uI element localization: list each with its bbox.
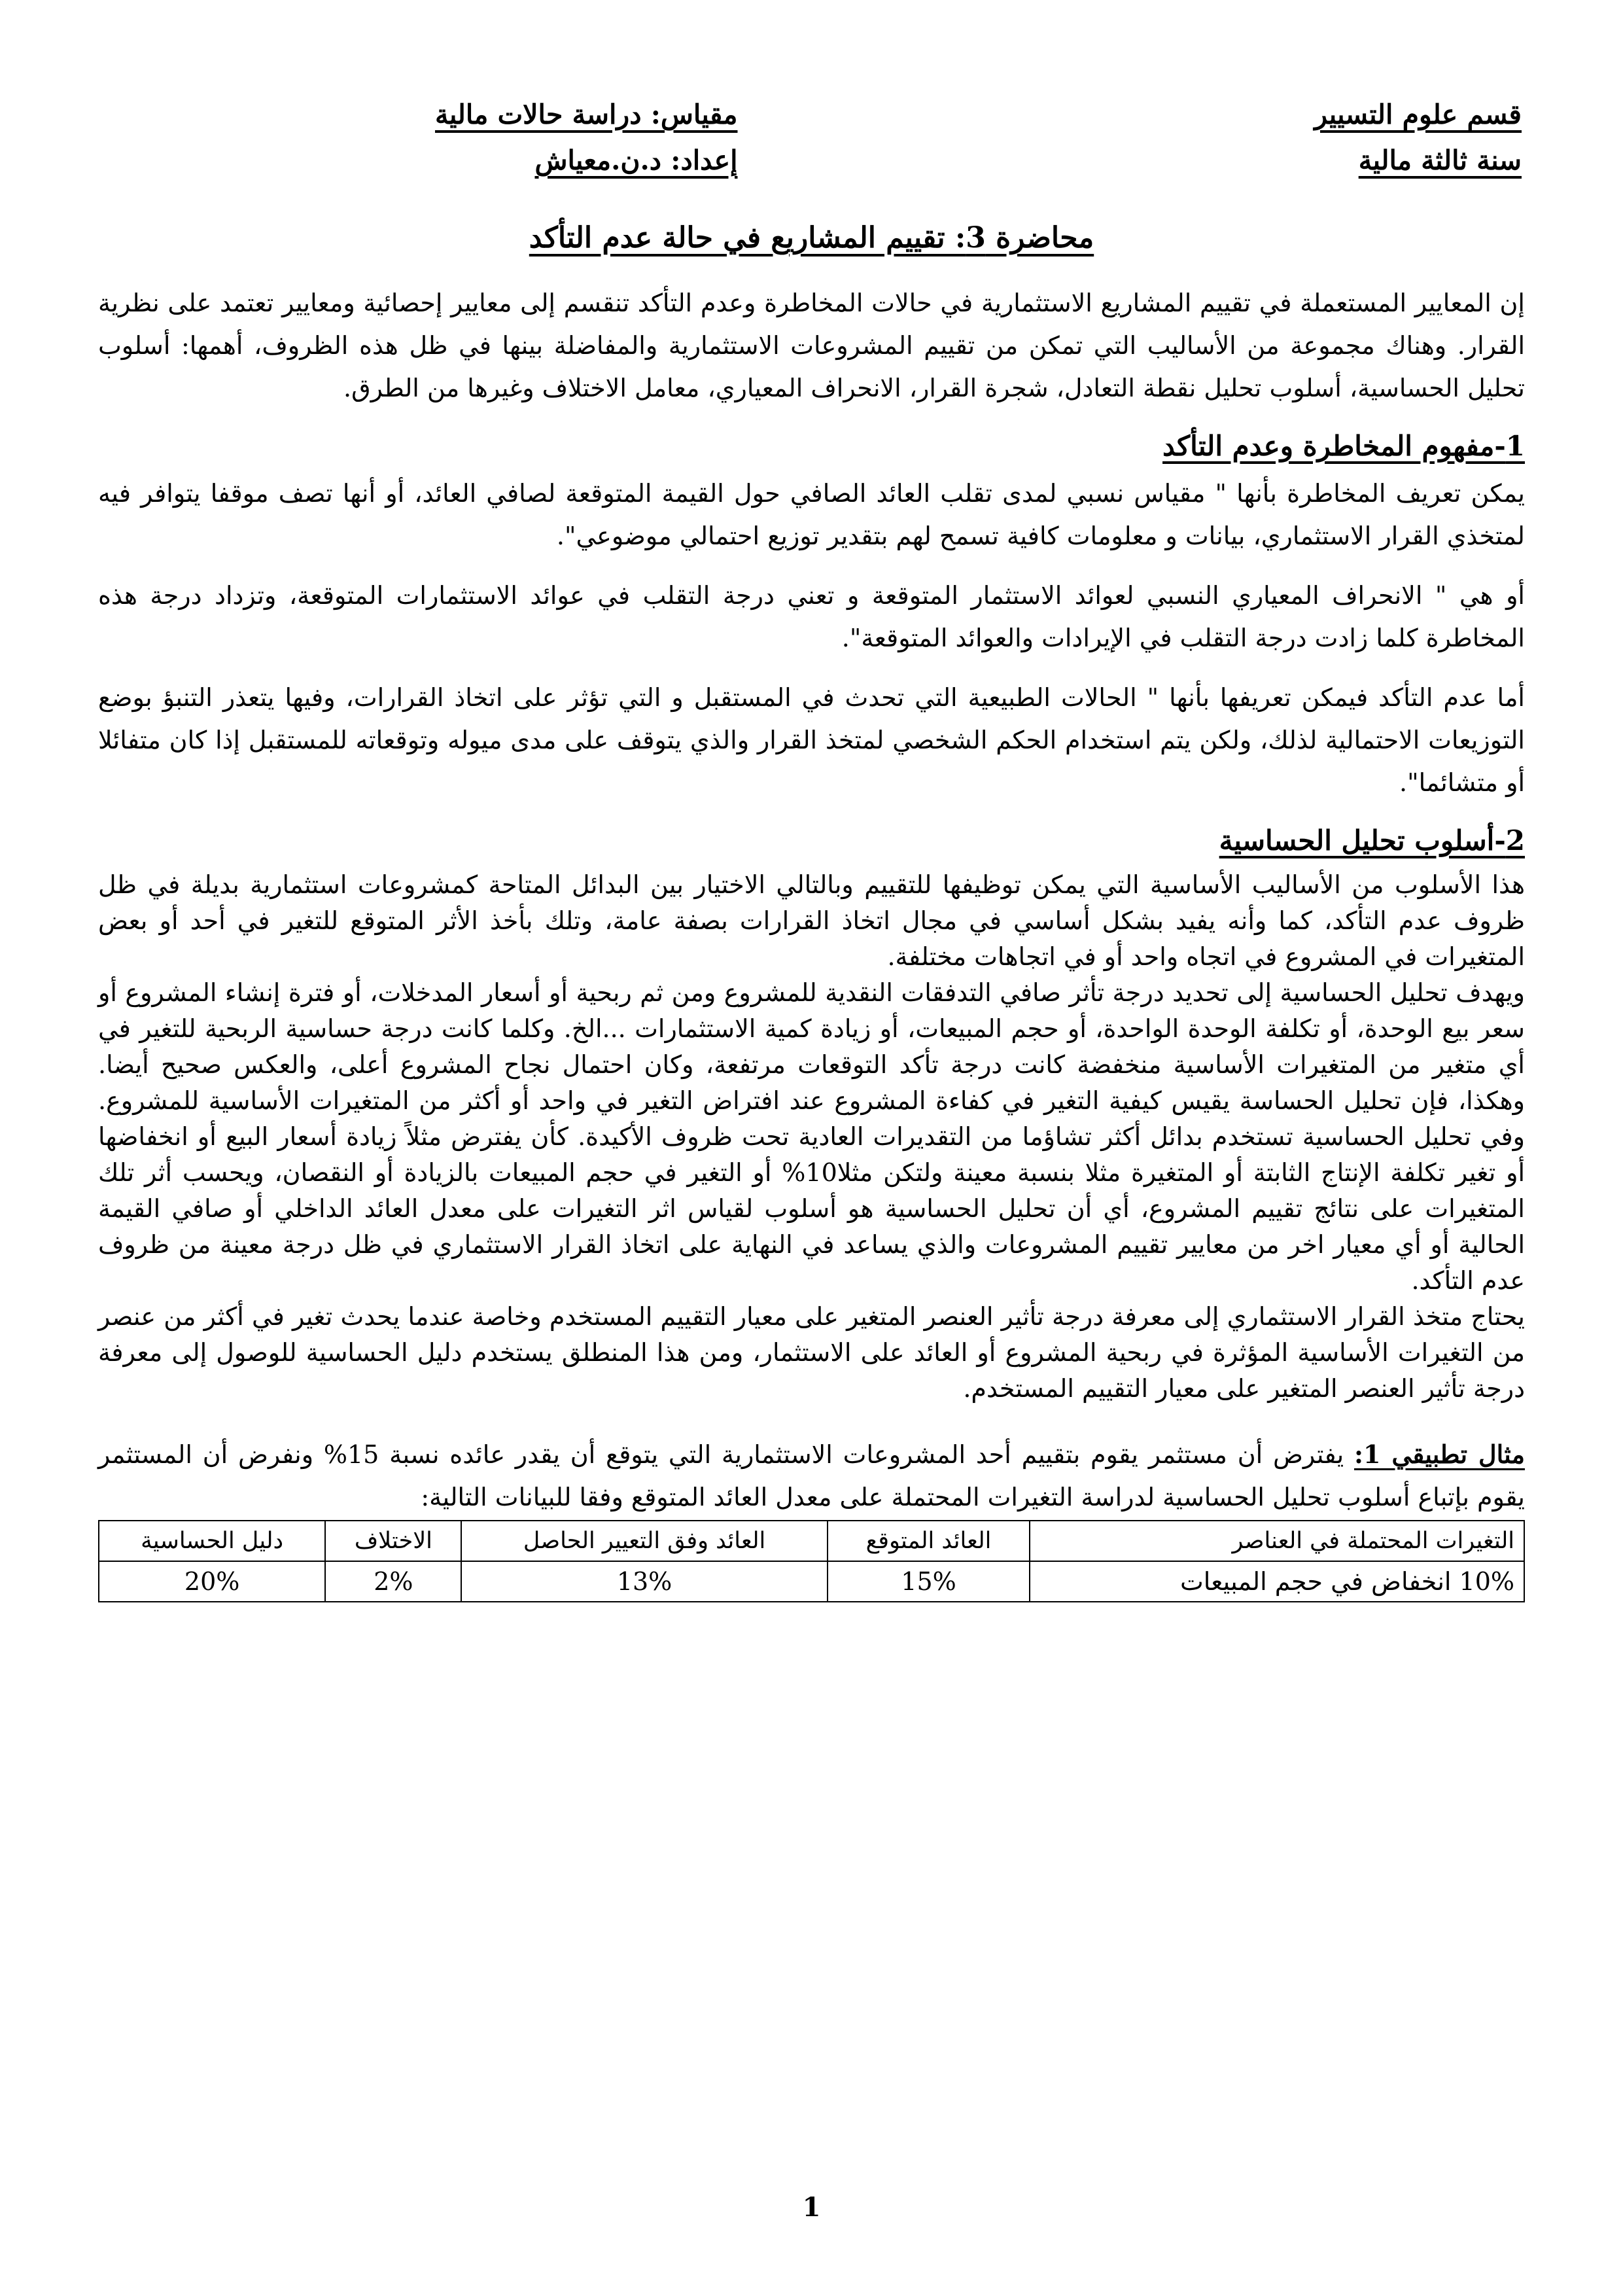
year-label: سنة ثالثة مالية — [1358, 145, 1522, 176]
header-left-block — [435, 92, 737, 183]
table-cell: 10% انخفاض في حجم المبيعات — [1030, 1561, 1524, 1602]
section-2-body — [98, 867, 1525, 1407]
section-1-heading: 1-مفهوم المخاطرة وعدم التأكد — [1162, 430, 1525, 462]
table-cell: 15% — [828, 1561, 1030, 1602]
department-label: قسم علوم التسيير — [1314, 99, 1522, 130]
lecture-title: محاضرة 3: تقييم المشاريع في حالة عدم التأكد — [529, 221, 1094, 255]
table-cell: 13% — [461, 1561, 827, 1602]
page-header — [98, 92, 1525, 183]
table-cell: 2% — [325, 1561, 461, 1602]
table-header-cell: دليل الحساسية — [99, 1521, 325, 1561]
uncertainty-definition-paragraph: أما عدم التأكد فيمكن تعريفها بأنها " الحالات الطبيعية التي تحدث في المستقبل و التي تؤثر على اتخاذ القرارات، وفيها يتعذر التنبؤ بوضع التوزيعات الاحتمالية لذلك، ولكن يتم استخدام الحكم الشخصي لمتخذ القرار والذي يتوقف على مدى ميوله وتوقعاته للمستقبل إذا كان متفائلا أو متشائما". — [98, 683, 1525, 797]
author-label: إعداد: د.ن.معياش — [534, 145, 738, 176]
example-text: يفترض أن مستثمر يقوم بتقييم أحد المشروعات الاستثمارية التي يتوقع أن يقدر عائده نسبة 15% ونفرض أن المستثمر يقوم بإتباع أسلوب تحليل الحساسية لدراسة التغيرات المحتملة على معدل العائد المتوقع وفقا للبيانات التالية: — [98, 1440, 1525, 1511]
module-label: مقياس: دراسة حالات مالية — [435, 99, 738, 130]
section-2-heading: 2-أسلوب تحليل الحساسية — [1219, 824, 1525, 857]
sensitivity-intro-paragraph: هذا الأسلوب من الأساليب الأساسية التي يمكن توظيفها للتقييم وبالتالي الاختيار بين البدائل المتاحة كمشروعات استثمارية بديلة في ظل ظروف عدم التأكد، كما وأنه يفيد بشكل أساسي في مجال اتخاذ القرارات بصفة عامة، وتلك بأخذ الأثر المتوقع للتغير في أحد أو بعض المتغيرات في المشروع في اتجاه واحد أو في اتجاهات مختلفة. — [98, 870, 1525, 971]
sensitivity-goal-paragraph: ويهدف تحليل الحساسية إلى تحديد درجة تأثر صافي التدفقات النقدية للمشروع ومن ثم ربحية أو أسعار المدخلات، أو فترة إنشاء المشروع أو سعر بيع الوحدة، أو تكلفة الوحدة الواحدة، أو حجم المبيعات، أو زيادة كمية الاستثمارات ...الخ. وكلما كانت درجة حساسية الربحية للتغير في أي متغير من المتغيرات الأساسية منخفضة كانت درجة تأكد التوقعات مرتفعة، وكان احتمال نجاح المشروع أعلى، والعكس صحيح أيضا. وهكذا، فإن تحليل الحساسة يقيس كيفية التغير في كفاءة المشروع عند افتراض التغير في واحد أو أكثر من المتغيرات الأساسية للمشروع. وفي تحليل الحساسية تستخدم بدائل أكثر تشاؤما من التقديرات العادية تحت ظروف الأكيدة. كأن يفترض مثلاً زيادة أسعار البيع أو انخفاضها أو تغير تكلفة الإنتاج الثابتة أو المتغيرة مثلا بنسبة معينة ولتكن مثلا10% أو التغير في حجم المبيعات بالزيادة أو النقصان، ويحسب أثر تلك المتغيرات على نتائج تقييم المشروع، أي أن تحليل الحساسية هو أسلوب لقياس اثر التغيرات على معدل العائد الداخلي أو صافي القيمة الحالية أو أي معيار اخر من معايير تقييم المشروعات والذي يساعد في النهاية على اتخاذ القرار الاستثماري في ظل درجة معينة من ظروف عدم التأكد. — [98, 978, 1526, 1295]
table-header-cell: العائد وفق التعيير الحاصل — [461, 1521, 827, 1561]
example-paragraph — [98, 1433, 1525, 1519]
table-header-cell: العائد المتوقع — [828, 1521, 1030, 1561]
table-row — [99, 1561, 1524, 1602]
intro-paragraph: إن المعايير المستعملة في تقييم المشاريع الاستثمارية في حالات المخاطرة وعدم التأكد تنقسم إلى معايير إحصائية ومعايير تعتمد على نظرية القرار. وهناك مجموعة من الأساليب التي تمكن من تقييم المشروعات الاستثمارية والمفاضلة بينها في ظل هذه الظروف، أهمها: أسلوب تحليل الحساسية، أسلوب تحليل نقطة التعادل، شجرة القرار، الانحراف المعياري، معامل الاختلاف وغيرها من الطرق. — [98, 289, 1526, 402]
example-label: مثال تطبيقي 1: — [1353, 1439, 1526, 1469]
table-cell: 20% — [99, 1561, 325, 1602]
std-deviation-paragraph: أو هي " الانحراف المعياري النسبي لعوائد الاستثمار المتوقعة و تعني درجة التقلب في عوائد الاستثمارات المتوقعة، وتزداد درجة هذه المخاطرة كلما زادت درجة التقلب في الإيرادات والعوائد المتوقعة". — [98, 581, 1525, 652]
sensitivity-table — [98, 1520, 1525, 1602]
table-header-row — [99, 1521, 1524, 1561]
table-header-cell: التغيرات المحتملة في العناصر — [1030, 1521, 1524, 1561]
sensitivity-index-paragraph: يحتاج متخذ القرار الاستثماري إلى معرفة درجة تأثير العنصر المتغير على معيار التقييم المستخدم وخاصة عندما يحدث تغير في أكثر من عنصر من التغيرات الأساسية المؤثرة في ربحية المشروع أو العائد على الاستثمار، ومن هذا المنطلق يستخدم دليل الحساسية للوصول إلى معرفة درجة تأثير العنصر المتغير على معيار التقييم المستخدم. — [98, 1302, 1525, 1403]
header-right-block — [1314, 92, 1522, 183]
page-number: 1 — [802, 2192, 821, 2223]
risk-definition-paragraph: يمكن تعريف المخاطرة بأنها " مقياس نسبي لمدى تقلب العائد الصافي حول القيمة المتوقعة لصافي العائد، أو أنها تصف موقفا يتوافر فيه لمتخذي القرار الاستثماري، بيانات و معلومات كافية تسمح لهم بتقدير توزيع احتمالي موضوعي". — [98, 479, 1525, 550]
table-header-cell: الاختلاف — [325, 1521, 461, 1561]
